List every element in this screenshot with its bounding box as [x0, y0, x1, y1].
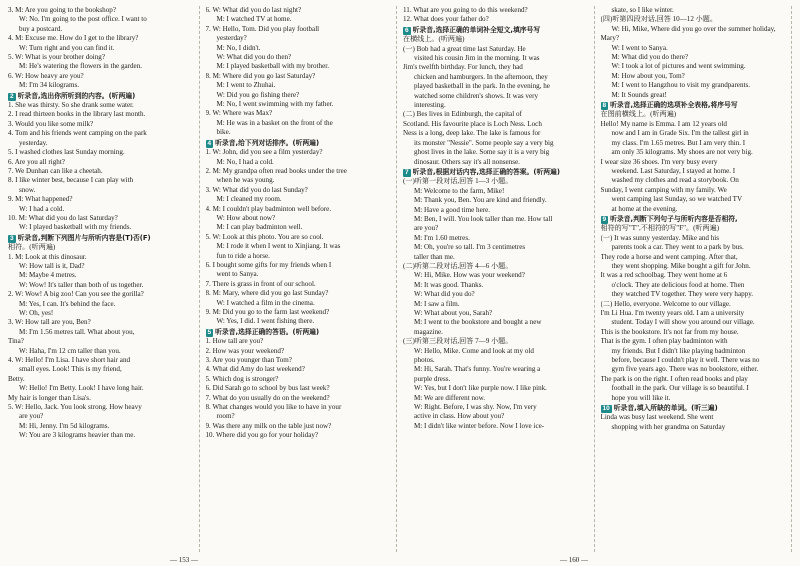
text-line: 4. M: Excuse me. How do I get to the library?	[8, 34, 139, 43]
text-line: photos.	[414, 356, 435, 365]
text-line: W: Haha, I'm 12 cm taller than you.	[19, 346, 121, 355]
section-number-badge: 5	[207, 328, 212, 336]
page-number-right: — 160 —	[560, 556, 588, 564]
section-number-badge: 7	[405, 168, 409, 176]
section-heading	[8, 92, 194, 101]
text-line: 2. M: My grandpa often read books under the tree	[205, 166, 347, 175]
text-line: 6. Are you all right?	[8, 157, 65, 166]
text-line: chicken and hamburgers. In the afternoon, they	[414, 72, 548, 81]
text-line: they went shopping. Mike bought a gift for John.	[611, 261, 751, 270]
text-line: active in class. How about you?	[414, 412, 505, 421]
section-heading	[601, 101, 787, 110]
text-line: M: No, I went swimming with my father.	[216, 100, 334, 109]
section-number-badge: 2	[10, 92, 14, 100]
text-line: (二) Hello, everyone. Welcome to our village.	[600, 299, 731, 308]
text-line: I'm Li Hua. I'm twenty years old. I am a university	[600, 309, 745, 317]
text-line: M: It was good. Thanks.	[414, 280, 484, 289]
text-line: my class. I'm 1.65 metres. But I am very thin. I	[611, 138, 746, 147]
section-heading	[8, 234, 194, 243]
page-number-left: — 153 —	[170, 556, 198, 564]
text-line: hope you will like it.	[611, 393, 671, 402]
text-line: W: Hello, Mike. Come and look at my old	[414, 346, 534, 355]
section-title: 听录音,选择正确的选项补全表格,将序号写	[610, 101, 738, 110]
section-number-badge: 10	[602, 405, 610, 413]
text-line: M: Oh, you're so tall. I'm 3 centimetres	[414, 243, 526, 252]
text-line: M: Hi, Sarah. That's funny. You're wearing a	[414, 365, 541, 374]
text-line: 8. M: Where did you go last Saturday?	[205, 71, 316, 80]
text-line: (三)听第三段对话,回答 7—9 小题。	[403, 337, 513, 346]
text-line: 12. What does your father do?	[403, 15, 489, 24]
text-line: Ness is a long, deep lake. The lake is famous for	[403, 129, 541, 138]
text-line: 相符的写"T",不相符的写"F"。(听两遍)	[600, 224, 720, 233]
section-title: 听录音,填入所缺的单词。(听三遍)	[613, 404, 718, 413]
text-line: fun to ride a horse.	[216, 251, 270, 260]
text-line: The park is on the right. I often read books and play	[600, 374, 748, 383]
text-line: M: Yes, I can. It's behind the face.	[19, 299, 116, 308]
text-line: 1. How tall are you?	[205, 337, 264, 346]
section-title: 听录音,选择正确的答语。(听两遍)	[215, 327, 320, 336]
text-line: W: No. I'm going to the post office. I want to	[19, 15, 147, 24]
text-line: watched some children's shows. It was very	[414, 91, 539, 100]
text-line: M: I went to Hangzhou to visit my grandparents.	[611, 81, 751, 90]
text-line: W: What did you do then?	[216, 53, 292, 62]
section-number-badge: 9	[602, 215, 607, 223]
text-line: M: No, I didn't.	[216, 43, 261, 52]
text-line: 在图前横线上。(听两遍)	[600, 110, 677, 119]
text-line: 6. W: What did you do last night?	[205, 6, 302, 14]
text-line: M: I watched TV at home.	[216, 15, 292, 24]
text-line: W: I played basketball with my friends.	[19, 223, 132, 232]
text-line: now and I am in Grade Six. I'm the tallest girl in	[611, 129, 749, 138]
text-line: magazine.	[414, 327, 443, 336]
text-line: went camping last Sunday, so we watched TV	[611, 195, 743, 204]
text-line: 7. What do you usually do on the weekend?	[205, 393, 330, 402]
text-line: M: I'm 1.60 metres.	[414, 233, 470, 242]
text-line: W: Turn right and you can find it.	[19, 43, 115, 52]
text-line: W: Yes, I did. I went fishing there.	[216, 317, 315, 326]
text-line: 2. I read thirteen books in the library last month.	[8, 110, 146, 119]
text-line: M: I went to the bookstore and bought a new	[414, 318, 542, 327]
text-line: 9. M: What happened?	[8, 195, 73, 204]
text-line: 2. How was your weekend?	[205, 346, 285, 355]
section-number-badge: 3	[10, 234, 14, 242]
text-line: W: How about now?	[216, 213, 276, 222]
text-line: W: Right. Before, I was shy. Now, I'm very	[414, 403, 537, 412]
text-line: 4. W: Hello! I'm Lisa. I have short hair and	[8, 356, 131, 365]
text-line: Scotland. His favourite place is Loch Ness. Loch	[403, 119, 542, 128]
text-line: They rode a horse and went camping. After that,	[600, 252, 738, 261]
text-line: 8. What changes would you like to have in your	[205, 403, 342, 412]
text-line: M: No, I had a cold.	[216, 157, 274, 166]
text-line: M: How about you, Tom?	[611, 71, 685, 80]
text-line: are you?	[414, 224, 439, 233]
text-line: 相符。(听两遍)	[8, 243, 56, 252]
text-line: 9. W: Where was Max?	[205, 109, 273, 118]
text-line: ghost lives in the lake. Some say it is a very big	[414, 148, 550, 157]
text-line: M: I can play badminton well.	[216, 223, 303, 232]
text-line: (一) It was sunny yesterday. Mike and his	[600, 233, 720, 242]
text-line: M: Have a good time here.	[414, 205, 491, 214]
text-line: o'clock. They ate delicious food at home. Then	[611, 280, 745, 289]
section-number-badge: 4	[207, 139, 212, 147]
text-line: 2. W: Wow! A big zoo! Can you see the gorilla?	[8, 290, 144, 299]
text-line: 8. M: Mary, where did you go last Sunday?	[205, 289, 329, 298]
text-line: W: I took a lot of pictures and went swimming.	[611, 62, 746, 71]
text-line: Linda was busy last weekend. She went	[600, 413, 714, 422]
text-line: snow.	[19, 185, 36, 194]
text-line: W: Hello! I'm Betty. Look! I have long hair.	[19, 384, 144, 393]
text-line: 3. M: Are you going to the bookshop?	[8, 6, 116, 14]
text-line: 1. M: Look at this dinosaur.	[8, 252, 87, 261]
text-line: M: I'm 34 kilograms.	[19, 81, 79, 90]
section-heading	[601, 404, 787, 413]
text-line: 7. W: Hello, Tom. Did you play football	[205, 24, 320, 33]
text-line: Tina?	[8, 337, 24, 346]
text-line: Hello! My name is Emma. I am 12 years old	[600, 119, 727, 128]
text-line: are you?	[19, 412, 44, 421]
column-2	[206, 6, 398, 552]
text-line: yesterday.	[19, 138, 48, 147]
text-line: M: It Sounds great!	[611, 90, 667, 99]
text-line: before, because I couldn't play it well. There was no	[611, 356, 760, 365]
text-line: bike.	[216, 128, 231, 137]
text-line: W: Oh, yes!	[19, 309, 54, 317]
text-line: W: What about you, Sarah?	[414, 309, 493, 317]
section-title: 听录音,判断下列图片与所听内容是(T)否(F)	[17, 233, 151, 242]
section-heading	[403, 26, 589, 35]
text-line: student. Today I will show you around our village.	[611, 318, 755, 327]
text-line: M: I rode it when I went to Xinjiang. It was	[216, 242, 341, 251]
text-line: 8. I like winter best, because I can play with	[8, 176, 134, 185]
text-line: interesting.	[414, 101, 446, 110]
text-line: M: I played basketball with my brother.	[216, 62, 329, 71]
text-line: they watched TV together. They were very happy.	[611, 290, 754, 299]
column-4	[601, 6, 793, 552]
text-line: 1. W: John, did you see a film yesterday?	[205, 148, 323, 157]
text-line: taller than me.	[414, 252, 455, 261]
text-line: W: I watched a film in the cinema.	[216, 298, 315, 307]
text-line: washed my clothes and read a storybook. On	[611, 176, 739, 185]
text-line: (二) Bes lives in Edinburgh, the capital of	[403, 110, 522, 119]
text-line: W: What did you do?	[414, 290, 475, 299]
section-title: 听录音,根据对话内容,选择正确的答案。(听两遍)	[412, 167, 560, 176]
text-line: W: I had a cold.	[19, 204, 65, 213]
section-title: 听录音,选择正确的单词补全短文,填序号写	[412, 25, 541, 34]
section-title: 听录音,选出你所听到的内容。(听两遍)	[17, 91, 136, 100]
text-line: W: Wow! It's taller than both of us together.	[19, 280, 144, 289]
text-line: M: What did you do there?	[611, 53, 689, 62]
text-line: M: I didn't like winter before. Now I love ice-	[414, 421, 545, 430]
text-line: 7. We Dunhan can like a cheetah.	[8, 166, 103, 175]
text-line: skate, so I like winter.	[611, 6, 674, 14]
text-line: 在横线上。(听两遍)	[403, 35, 465, 44]
text-line: 4. Tom and his friends went camping on the park	[8, 129, 147, 138]
section-heading	[206, 328, 392, 337]
text-line: (四)听第四段对话,回答 10—12 小题。	[600, 15, 717, 24]
text-line: W: Did you go fishing there?	[216, 90, 300, 99]
section-title: 听录音,判断下列句子与所听内容是否相符,	[610, 214, 738, 223]
text-line: It was a red schoolbag. They went home at 6	[600, 271, 728, 280]
text-line: small eyes. Look! This is my friend,	[19, 365, 122, 374]
text-line: 1. She was thirsty. So she drank some water.	[8, 101, 134, 110]
text-line: My hair is longer than Lisa's.	[8, 393, 91, 402]
text-line: gym five years ago. There was no bookstore, either.	[611, 365, 759, 374]
text-line: shopping with her grandma on Saturday	[611, 422, 726, 431]
text-line: M: He's watering the flowers in the garden.	[19, 62, 143, 71]
column-1	[8, 6, 200, 552]
text-line: at home at the evening.	[611, 204, 678, 213]
text-line: M: I'm 1.56 metres tall. What about you,	[19, 327, 135, 336]
text-line: 5. W: Look at this photo. You are so cool.	[205, 232, 324, 241]
text-line: 3. W: How tall are you, Ben?	[8, 318, 91, 327]
text-line: M: Ben, I will. You look taller than me. How tall	[414, 214, 553, 223]
text-line: (一) Bob had a great time last Saturday. He	[403, 44, 526, 53]
text-line: M: We are different now.	[414, 393, 485, 402]
text-line: M: I cleaned my room.	[216, 195, 282, 204]
text-line: W: Yes, but I don't like purple now. I like pink.	[414, 384, 547, 393]
text-line: M: Maybe 4 metres.	[19, 271, 77, 280]
text-line: W: Hi, Mike, Where did you go over the summer holiday,	[611, 24, 776, 33]
text-line: 4. What did Amy do last weekend?	[205, 365, 305, 374]
text-line: visited his cousin Jim in the morning. It was	[414, 54, 540, 63]
column-3	[403, 6, 595, 552]
text-line: W: You are 3 kilograms heavier than me.	[19, 431, 136, 440]
text-line: M: I saw a film.	[414, 299, 460, 308]
text-line: when he was young.	[216, 176, 275, 185]
text-line: 5. I washed clothes last Sunday morning.	[8, 148, 125, 157]
text-line: 6. I bought some gifts for my friends when I	[205, 260, 332, 269]
text-line: Mary?	[600, 34, 620, 43]
text-line: 9. Was there any milk on the table just now?	[205, 421, 332, 430]
text-line: 4. M: I couldn't play badminton well before.	[205, 204, 332, 213]
text-line: dinosaur. Others say it's all nonsense.	[414, 157, 520, 166]
text-line: M: Welcome to the farm, Mike!	[414, 186, 505, 195]
text-line: parents took a car. They went to a park by bus.	[611, 243, 744, 252]
text-line: 3. Are you younger than Tom?	[205, 356, 292, 365]
text-line: buy a postcard.	[19, 24, 63, 33]
text-line: W: How tall is it, Dad?	[19, 261, 85, 270]
text-line: 6. W: How heavy are you?	[8, 71, 84, 80]
text-line: This is the bookstore. It's not far from my house.	[600, 327, 739, 336]
text-line: Sunday, I went camping with my family. We	[600, 185, 727, 194]
text-line: M: He was in a basket on the front of the	[216, 118, 333, 127]
text-line: 10. M: What did you do last Saturday?	[8, 213, 118, 222]
text-line: 10. Where did you go for your holiday?	[205, 431, 319, 440]
text-line: M: I went to Zhuhai.	[216, 81, 276, 90]
text-line: W: I went to Sanya.	[611, 43, 668, 52]
text-line: I wear size 36 shoes. I'm very busy every	[600, 157, 718, 166]
text-line: weekend. Last Saturday, I stayed at home. I	[611, 166, 736, 175]
text-line: room?	[216, 412, 235, 421]
section-number-badge: 8	[602, 102, 607, 110]
text-line: went to Sanya.	[216, 270, 259, 279]
text-line: yesterday?	[216, 34, 247, 43]
text-line: M: Thank you, Ben. You are kind and friendly.	[414, 196, 547, 205]
text-line: 3. Would you like some milk?	[8, 119, 94, 128]
text-line: 5. W: Hello, Jack. You look strong. How heavy	[8, 403, 142, 412]
text-line: (二)听第二段对话,回答 4—6 小题。	[403, 261, 513, 270]
section-heading	[206, 139, 392, 148]
text-line: 6. Did Sarah go to school by bus last week?	[205, 384, 330, 393]
text-line: 11. What are you going to do this weekend?	[403, 6, 528, 14]
text-line: purple dress.	[414, 374, 451, 383]
section-title: 听录音,给下列对话排序。(听两遍)	[215, 138, 320, 147]
text-line: Jim's twelfth birthday. For lunch, they had	[403, 63, 523, 72]
text-line: played basketball in the park. In the evening, he	[414, 82, 550, 91]
text-line: 7. There is grass in front of our school.	[205, 279, 316, 288]
text-line: 5. W: What is your brother doing?	[8, 53, 105, 62]
text-line: football in the park. Our village is so beautiful. I	[611, 384, 749, 393]
section-heading	[601, 215, 787, 224]
text-line: am only 35 kilograms. My shoes are not very big.	[611, 148, 753, 157]
text-line: M: Hi, Jenny. I'm 5d kilograms.	[19, 421, 110, 430]
text-line: Betty.	[8, 374, 25, 383]
text-line: (一)听第一段对话,回答 1—3 小题。	[403, 177, 513, 186]
section-heading	[403, 168, 589, 177]
text-line: W: Hi, Mike. How was your weekend?	[414, 271, 525, 280]
text-line: my friends. But I didn't like playing badminton	[611, 346, 746, 355]
section-number-badge: 6	[405, 26, 409, 34]
text-line: 3. W: What did you do last Sunday?	[205, 185, 308, 194]
text-line: That is the gym. I often play badminton with	[600, 337, 728, 346]
text-line: 9. M: Did you go to the farm last weekend?	[205, 308, 330, 316]
text-line: 5. Which dog is stronger?	[205, 374, 279, 383]
text-line: its monster "Nessie". Some people say a very big	[414, 138, 554, 147]
